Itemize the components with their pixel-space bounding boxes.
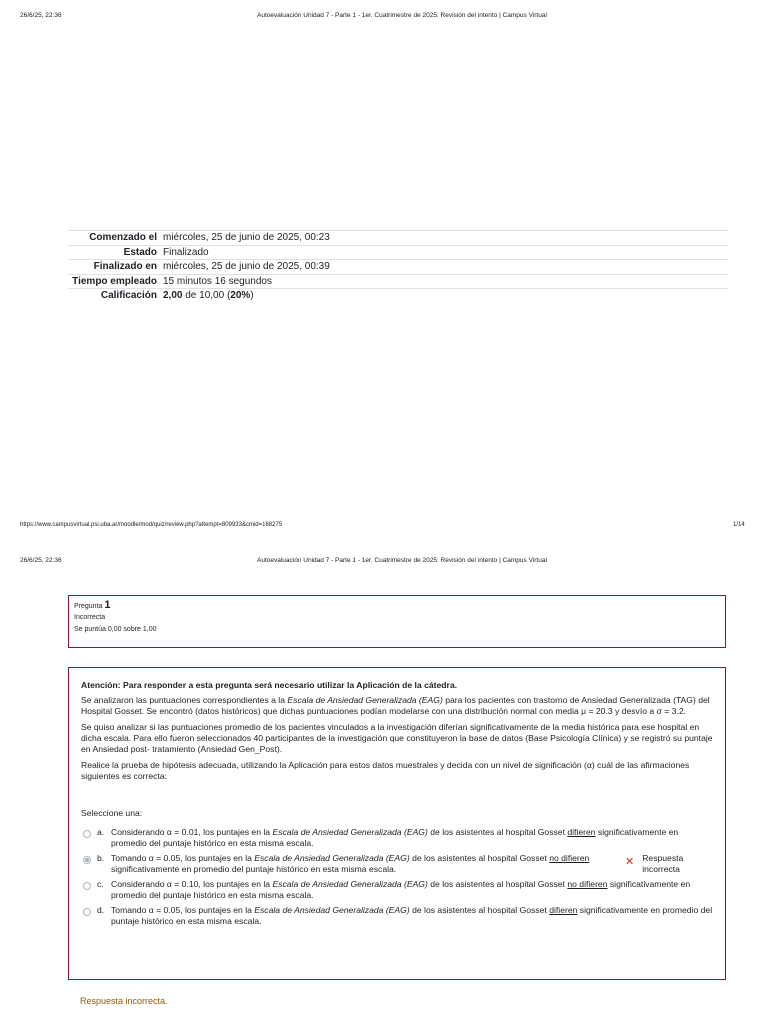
option-letter: a. (97, 827, 105, 837)
radio-button[interactable] (83, 908, 91, 916)
summary-label: Tiempo empleado (72, 275, 157, 287)
summary-value: miércoles, 25 de junio de 2025, 00:39 (163, 261, 330, 272)
summary-label: Finalizado en (93, 261, 157, 272)
print-url: https://www.campusvirtual.psi.uba.ar/moodle/mod/quiz/review.php?attempt=809933&cmid=168275 (20, 522, 283, 528)
question-info-box (68, 595, 726, 648)
summary-label: Comenzado el (89, 232, 157, 243)
summary-row-grade (68, 288, 728, 303)
option-text: Tomando α = 0.05, los puntajes en la Escala de Ansiedad Generalizada (EAG) de los asistentes al hospital Gosset difieren significativamente en promedio del puntaje histórico en esta misma escala. (111, 905, 713, 926)
summary-row-finished (68, 259, 728, 274)
radio-button-selected[interactable] (83, 856, 91, 864)
grade-out-of: de 10,00 ( (182, 290, 231, 301)
option-letter: d. (97, 905, 105, 915)
answer-option-c[interactable] (81, 879, 713, 901)
option-text: Tomando α = 0.05, los puntajes en la Escala de Ansiedad Generalizada (EAG) de los asistentes al hospital Gosset no difieren significativamente en promedio del puntaje histórico en esta misma escala. (111, 853, 590, 874)
summary-label: Estado (123, 246, 157, 258)
feedback-text: Respuesta incorrecta (642, 853, 684, 874)
attempt-summary-table (68, 230, 728, 303)
close-icon: ✕ (625, 856, 635, 868)
question-text: Se analizaron las puntuaciones correspondientes a la (81, 695, 288, 705)
answer-feedback (625, 853, 702, 875)
answer-option-d[interactable] (81, 905, 713, 927)
question-grade: Se puntúa 0,00 sobre 1,00 (74, 626, 157, 633)
question-paragraph-3: Realice la prueba de hipótesis adecuada, utilizando la Aplicación para estos datos muestrales y decida con un nivel de significación (α) cuál de las afirmaciones siguientes es correcta: (81, 760, 690, 781)
radio-button[interactable] (83, 830, 91, 838)
grade-percent: 20% (230, 290, 251, 301)
question-content-box (68, 667, 726, 980)
summary-label: Calificación (100, 290, 157, 301)
option-letter: b. (97, 853, 105, 863)
summary-value: 15 minutos 16 segundos (163, 275, 272, 287)
question-number-value: 1 (104, 599, 111, 611)
question-number (74, 600, 720, 612)
question-text: para los pacientes con trastorno de Ansiedad Generalizada (TAG) del Hospital Gosset. Se encontró (datos históricos) que dichas puntuaciones podían modelarse con una distribución normal con media μ = 20.3 y desvío a σ = 3.2. (81, 695, 710, 716)
answer-option-a[interactable] (81, 827, 713, 849)
option-letter: c. (97, 879, 104, 889)
print-date: 26/6/25, 22:36 (20, 557, 62, 564)
answer-option-b[interactable] (81, 853, 713, 875)
question-paragraph-2: Se quiso analizar si las puntuaciones promedio de los pacientes vinculados a la investigación diferían significativamente de la media histórica para ese hospital en dicha escala. Para ello fueron seleccionados 40 participantes de la investigación que constituyeron la base de datos (Base Psicología Clínica) y se registró su puntaje en Ansiedad post- tratamiento (Ansiedad Gen_Post). (81, 722, 713, 754)
grade-score: 2,00 (163, 290, 183, 301)
page-number: 1/14 (733, 522, 745, 528)
question-text-emphasis: Escala de Ansiedad Generalizada (EAG) (287, 695, 443, 705)
summary-value: Finalizado (163, 246, 209, 258)
summary-value: miércoles, 25 de junio de 2025, 00:23 (163, 232, 330, 243)
radio-button[interactable] (83, 882, 91, 890)
grade-close: ) (250, 290, 254, 301)
summary-value-grade (163, 289, 728, 303)
print-date: 26/6/25, 22:36 (20, 12, 62, 19)
summary-row-state (68, 245, 728, 260)
summary-row-started (68, 230, 728, 245)
option-text: Considerando α = 0.01, los puntajes en la Escala de Ansiedad Generalizada (EAG) de los asistentes al hospital Gosset difieren significativamente en promedio del puntaje histórico en esta misma escala. (111, 827, 679, 848)
print-title: Autoevaluación Unidad 7 - Parte 1 - 1er. Cuatrimestre de 2025: Revisión del intento | Campus Virtual (257, 12, 547, 19)
print-title: Autoevaluación Unidad 7 - Parte 1 - 1er. Cuatrimestre de 2025: Revisión del intento | Campus Virtual (257, 557, 547, 564)
question-state: Incorrecta (74, 614, 106, 621)
question-attention: Atención: Para responder a esta pregunta será necesario utilizar la Aplicación de la cátedra. (81, 680, 458, 690)
question-outcome: Respuesta incorrecta. (80, 996, 168, 1006)
question-paragraph-1 (81, 695, 713, 717)
option-text: Considerando α = 0.10, los puntajes en la Escala de Ansiedad Generalizada (EAG) de los asistentes al hospital Gosset no difieren significativamente en promedio del puntaje histórico en esta misma escala. (111, 879, 691, 900)
summary-row-time-taken (68, 274, 728, 289)
answer-prompt: Seleccione una: (81, 808, 143, 818)
question-label: Pregunta (74, 603, 103, 610)
